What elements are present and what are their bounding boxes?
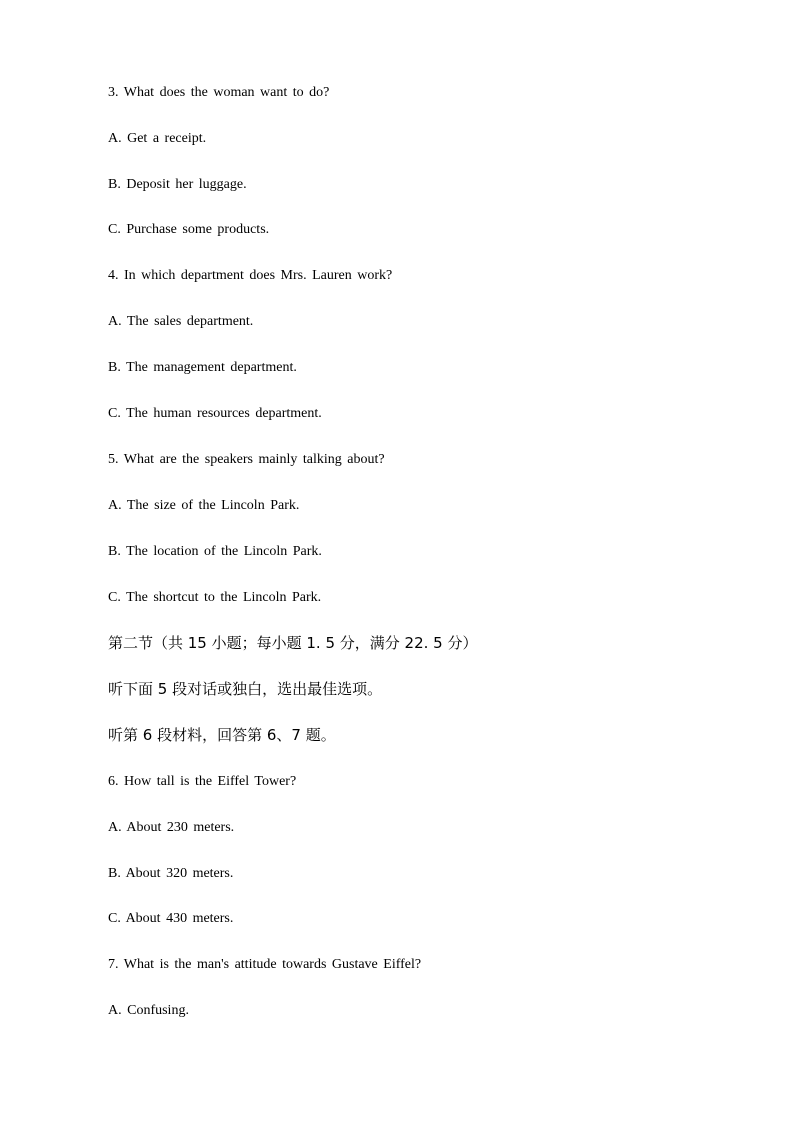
question-4-option-c: C. The human resources department. [108,406,322,421]
question-5-option-c: C. The shortcut to the Lincoln Park. [108,590,322,605]
question-4-option-a: A. The sales department. [108,314,254,329]
question-5-option-b: B. The location of the Lincoln Park. [108,544,322,559]
section-heading: 第二节（共 15 小题；每小题 1. 5 分，满分 22. 5 分） [108,634,478,652]
question-6-option-c: C. About 430 meters. [108,911,234,926]
question-7-option-a: A. Confusing. [108,1003,189,1018]
question-6-option-a: A. About 230 meters. [108,820,235,835]
question-6-option-b: B. About 320 meters. [108,866,234,881]
question-3-option-b: B. Deposit her luggage. [108,177,247,192]
question-5-option-a: A. The size of the Lincoln Park. [108,498,300,513]
question-4-option-b: B. The management department. [108,360,297,375]
question-3: 3. What does the woman want to do? [108,85,330,100]
question-3-option-a: A. Get a receipt. [108,131,207,146]
question-5: 5. What are the speakers mainly talking about? [108,452,385,467]
question-6: 6. How tall is the Eiffel Tower? [108,774,297,789]
question-4: 4. In which department does Mrs. Lauren work? [108,268,393,283]
question-3-option-c: C. Purchase some products. [108,222,270,237]
question-7: 7. What is the man's attitude towards Gustave Eiffel? [108,957,422,972]
material-instruction: 听第 6 段材料，回答第 6、7 题。 [108,726,336,744]
section-instruction: 听下面 5 段对话或独白，选出最佳选项。 [108,680,383,698]
